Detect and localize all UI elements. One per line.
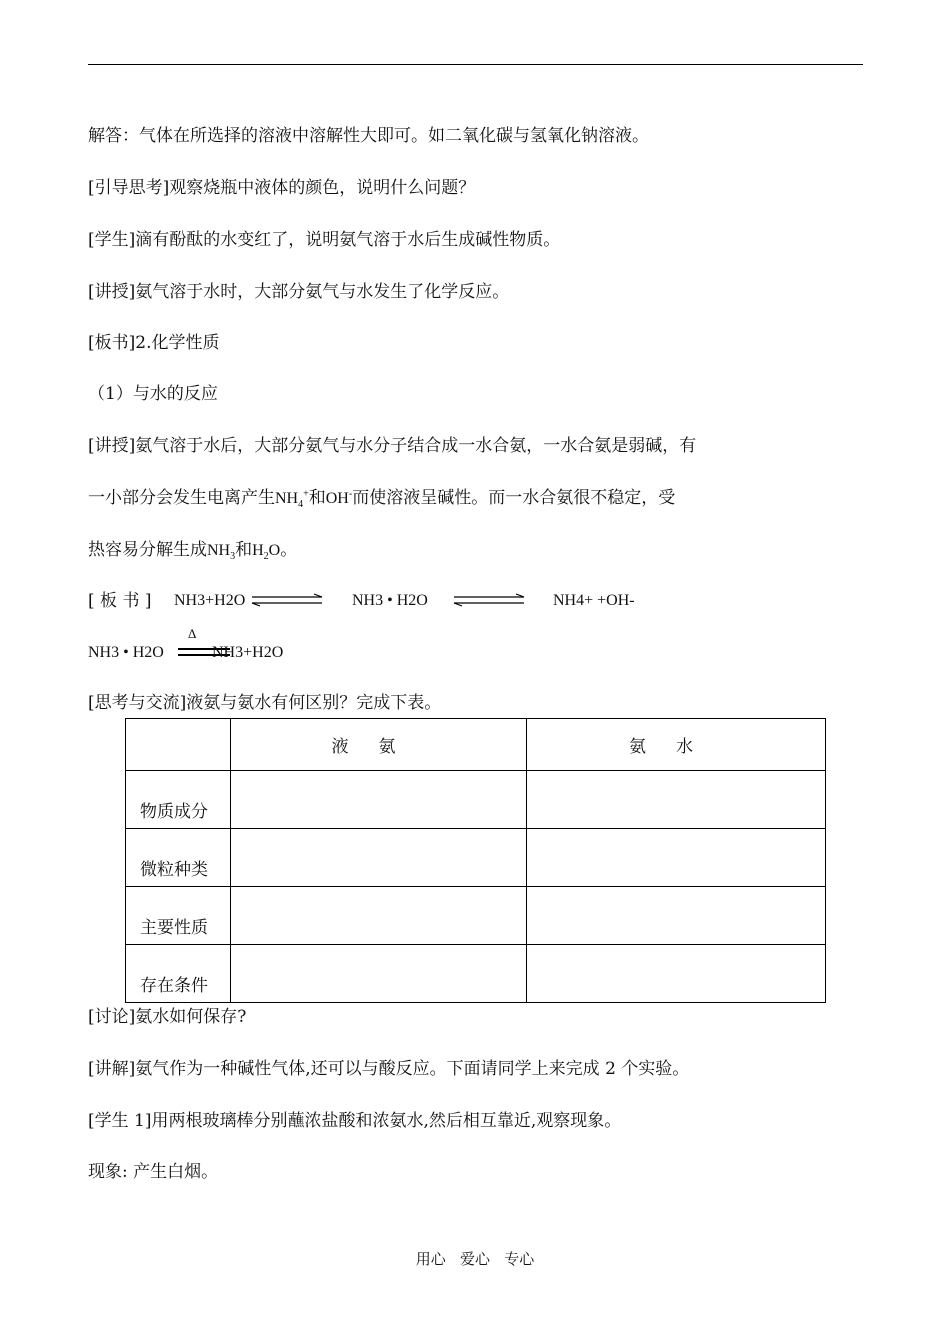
equilibrium-arrow-icon: [452, 593, 528, 607]
table-cell[interactable]: [231, 829, 527, 887]
think-line: [思考与交流]液氨与氨水有何区别？完成下表。: [88, 693, 442, 713]
board-label-2: [ 板 书 ]: [88, 591, 152, 611]
table-header-row: [126, 719, 826, 771]
formula-oh: [326, 490, 352, 507]
equation-2-right: NH3+H2O: [212, 644, 284, 661]
student2-line: [学生 1]用两根玻璃棒分别蘸浓盐酸和浓氨水,然后相互靠近,观察现象。: [88, 1111, 622, 1131]
discuss-line: [讨论]氨水如何保存?: [88, 1007, 247, 1027]
table-cell[interactable]: [527, 771, 826, 829]
explain-line: [讲解]氨气作为一种碱性气体,还可以与酸反应。下面请同学上来完成 2 个实验。: [88, 1059, 690, 1079]
table-row: [126, 771, 826, 829]
answer-line: 解答：气体在所选择的溶液中溶解性大即可。如二氧化碳与氢氧化钠溶液。: [88, 126, 649, 146]
text-segment: 。: [280, 540, 298, 560]
equation-1-left: NH3+H2O: [174, 592, 246, 609]
board-line-1: [板书]2.化学性质: [88, 333, 220, 353]
subscript: 3: [230, 551, 236, 563]
page-footer: 用心 爱心 专心: [415, 1250, 535, 1268]
formula-nh3: [207, 542, 236, 563]
subscript: 4: [298, 499, 304, 511]
table-cell[interactable]: [527, 829, 826, 887]
student-line: [学生]滴有酚酞的水变红了，说明氨气溶于水后生成碱性物质。: [88, 230, 561, 250]
superscript: -: [348, 488, 353, 500]
table-row: [126, 887, 826, 945]
formula-text: OH: [325, 490, 349, 507]
superscript: +: [303, 488, 309, 500]
equation-2-left: NH3 • H2O: [88, 644, 164, 661]
formula-h2o: [252, 542, 281, 563]
table-cell[interactable]: [231, 945, 527, 1003]
lecture-line-2c: [88, 539, 297, 562]
row-label: 物质成分: [126, 771, 231, 829]
row-label: 存在条件: [126, 945, 231, 1003]
table-row: [126, 945, 826, 1003]
lecture-line-1: [讲授]氨气溶于水时，大部分氨气与水发生了化学反应。: [88, 282, 510, 302]
table-row: [126, 829, 826, 887]
table-cell[interactable]: [231, 771, 527, 829]
formula-nh4: [275, 488, 309, 511]
equilibrium-arrow-icon: [250, 593, 326, 607]
phenomenon-line: 现象: 产生白烟。: [88, 1162, 219, 1182]
formula-text: O: [268, 542, 281, 559]
row-label: 微粒种类: [126, 829, 231, 887]
table-header-cell: 氨水: [527, 719, 826, 771]
lecture-line-2a: [讲授]氨气溶于水后，大部分氨气与水分子结合成一水合氨，一水合氨是弱碱，有: [88, 436, 697, 456]
delta-symbol: Δ: [188, 626, 197, 641]
guide-line: [引导思考]观察烧瓶中液体的颜色，说明什么问题？: [88, 178, 476, 198]
formula-text: H: [252, 542, 264, 559]
table-header-cell: 液氨: [231, 719, 527, 771]
row-label: 主要性质: [126, 887, 231, 945]
text-segment: 而使溶液呈碱性。而一水合氨很不稳定，受: [352, 488, 676, 508]
subscript: 2: [263, 551, 269, 563]
table-cell[interactable]: [527, 945, 826, 1003]
comparison-table: [125, 718, 826, 1003]
table-cell[interactable]: [527, 887, 826, 945]
text-segment: 和: [235, 540, 253, 560]
subheading-line: （1）与水的反应: [88, 384, 218, 404]
header-rule: [88, 64, 863, 65]
text-segment: 一小部分会发生电离产生: [88, 488, 275, 508]
table-cell[interactable]: [231, 887, 527, 945]
table-header-cell: [126, 719, 231, 771]
formula-text: NH: [275, 490, 299, 507]
equation-1-mid: NH3 • H2O: [352, 592, 428, 609]
text-segment: 和: [308, 488, 326, 508]
lecture-line-2b: [88, 487, 675, 510]
formula-text: NH: [207, 542, 231, 559]
text-segment: 热容易分解生成: [88, 540, 207, 560]
equation-1-right: NH4+ +OH-: [553, 592, 635, 609]
